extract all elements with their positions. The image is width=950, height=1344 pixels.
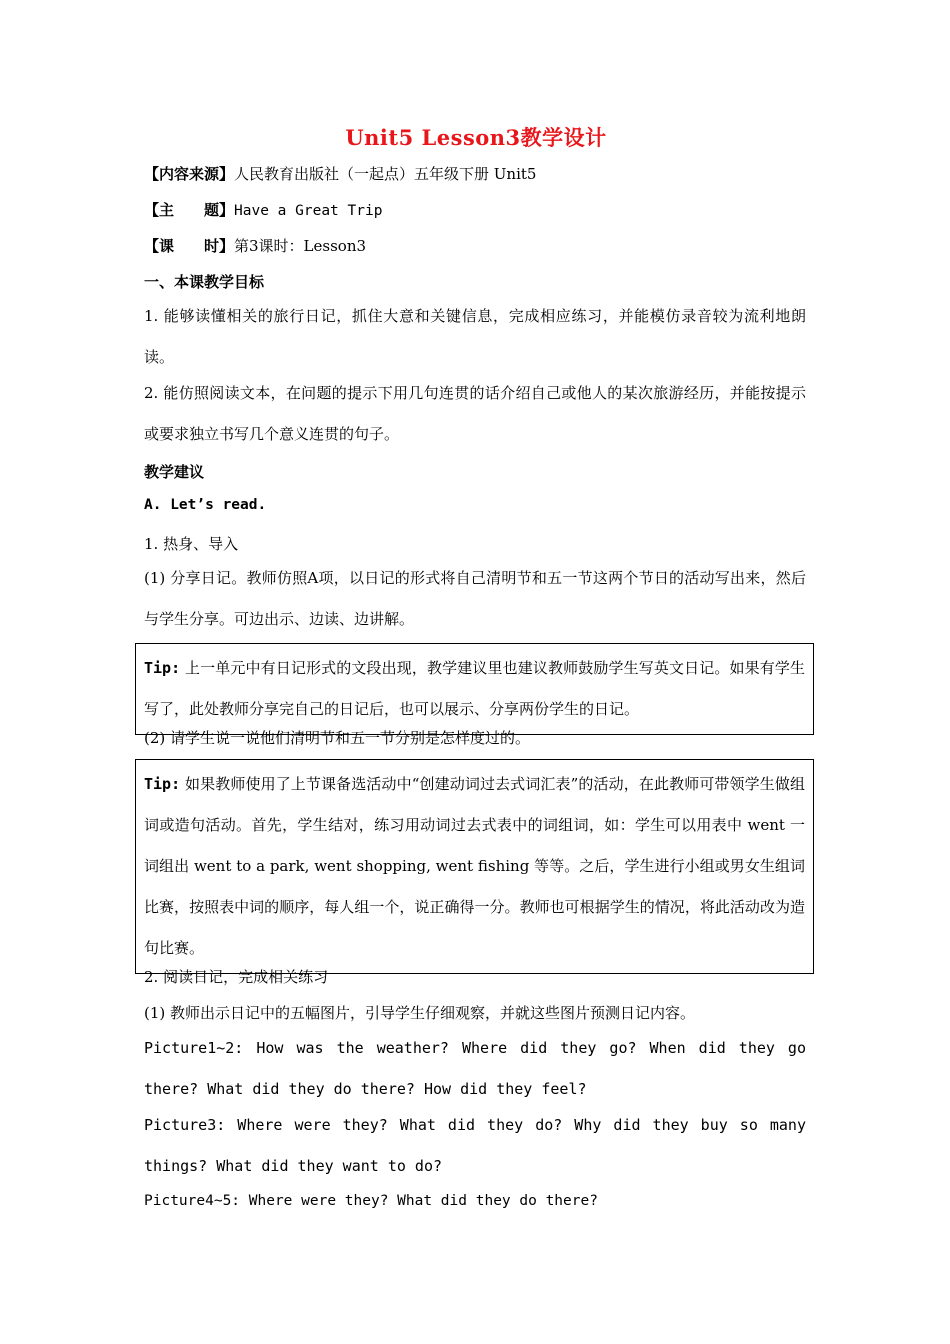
tip-text: 如果教师使用了上节课备选活动中“创建动词过去式词汇表”的活动，在此教师可带领学生做组词或造句活动。首先，学生结对，练习用动词过去式表中的词组词，如：学生可以用表中 went 一词组出 went to a park, went shopping, went fishing 等等。之后，学生进行小组或男女生组词比赛，按照表中词的顺序，每人组一个，说正确得一分。教师也可根据学生的情况，将此活动改为造句比赛。 (144, 775, 805, 957)
meta-source-label: 【内容来源】 (144, 165, 235, 183)
meta-period-value: 第3课时：Lesson3 (234, 237, 367, 255)
meta-topic-label: 【主 题】 (144, 201, 235, 219)
tip-label: Tip: (144, 775, 181, 793)
objective-2: 2. 能仿照阅读文本，在问题的提示下用几句连贯的话介绍自己或他人的某次旅游经历，并能按提示或要求独立书写几个意义连贯的句子。 (144, 384, 806, 443)
tip-box-1 (135, 643, 814, 735)
section2-heading: 教学建议 (144, 463, 205, 481)
objective-1: 1. 能够读懂相关的旅行日记，抓住大意和关键信息，完成相应练习，并能模仿录音较为流利地朗读。 (144, 307, 806, 366)
picture-questions-3: Picture3: Where were they? What did they do? Why did they buy so many things? What did they want to do? (144, 1116, 806, 1175)
step1-1: (1) 分享日记。教师仿照A项，以日记的形式将自己清明节和五一节这两个节日的活动写出来，然后与学生分享。可边出示、边读、边讲解。 (144, 569, 806, 628)
meta-source-value: 人民教育出版社（一起点）五年级下册 Unit5 (234, 165, 537, 183)
page-title: Unit5 Lesson3教学设计 (345, 125, 607, 150)
meta-period-label: 【课 时】 (144, 237, 235, 255)
picture-questions-1-2: Picture1~2: How was the weather? Where did they go? When did they go there? What did they do there? How did they feel? (144, 1039, 806, 1098)
meta-source (144, 163, 536, 184)
step1-heading: 1. 热身、导入 (144, 535, 239, 553)
tip-label: Tip: (144, 659, 181, 677)
meta-topic (144, 199, 382, 220)
picture-questions-4-5: Picture4~5: Where were they? What did they do there? (144, 1193, 598, 1209)
step2-1: (1) 教师出示日记中的五幅图片，引导学生仔细观察，并就这些图片预测日记内容。 (144, 1004, 696, 1022)
tip-text: 上一单元中有日记形式的文段出现，教学建议里也建议教师鼓励学生写英文日记。如果有学生写了，此处教师分享完自己的日记后，也可以展示、分享两份学生的日记。 (144, 659, 805, 718)
meta-period (144, 235, 366, 256)
step2-heading: 2. 阅读日记，完成相关练习 (144, 968, 329, 986)
step1-2: (2) 请学生说一说他们清明节和五一节分别是怎样度过的。 (144, 729, 531, 747)
section1-heading: 一、本课教学目标 (144, 273, 265, 291)
tip-box-2 (135, 759, 814, 974)
sub-heading-a: A. Let’s read. (144, 497, 267, 513)
meta-topic-value: Have a Great Trip (234, 203, 383, 219)
